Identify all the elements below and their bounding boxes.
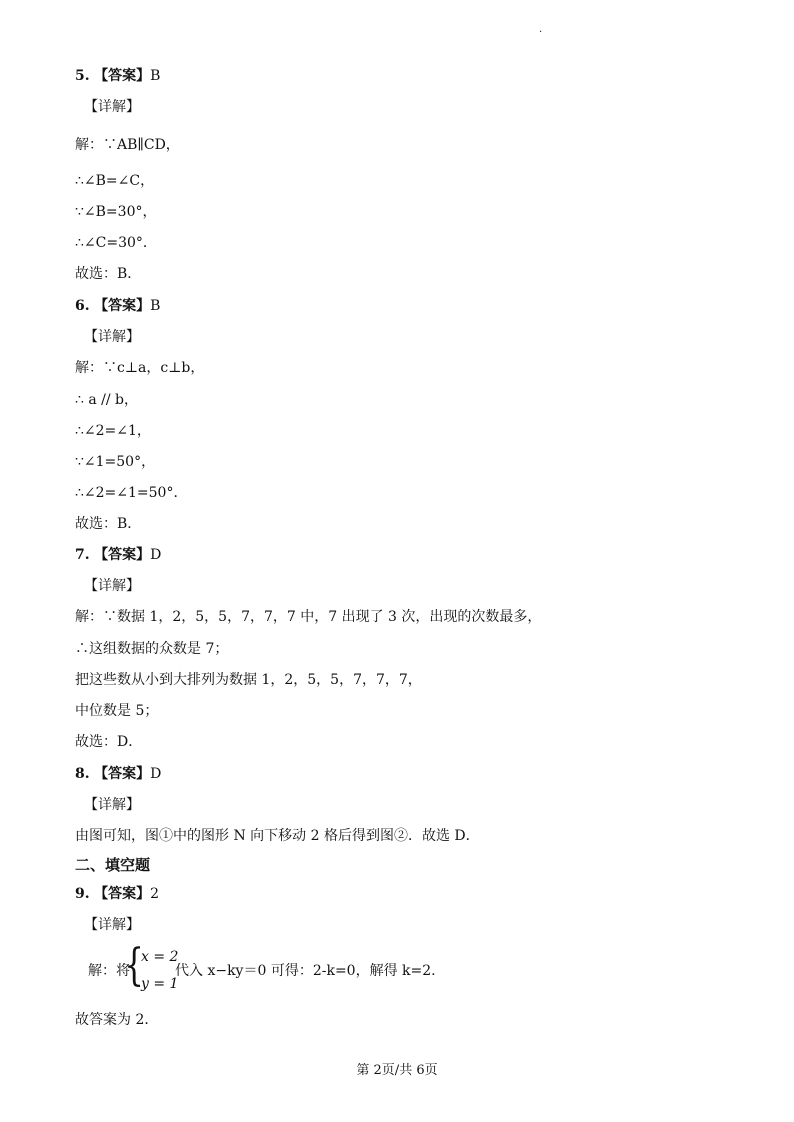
q8-number: 8.	[75, 766, 90, 782]
q7-line-1: 解：∵数据 1，2，5，5，7，7，7 中，7 出现了 3 次，出现的次数最多，	[75, 609, 542, 625]
q9-answer: 2	[150, 886, 159, 902]
q6-line-1: 解：∵c⊥a，c⊥b，	[75, 360, 205, 376]
q5-answer: B	[150, 68, 161, 84]
q9-heading	[75, 885, 159, 903]
q5-line-3: ∵∠B=30°，	[75, 204, 157, 220]
left-brace: {	[124, 940, 144, 991]
q5-line-2: ∴∠B=∠C，	[75, 173, 155, 189]
q5-line-1: 解：∵AB∥CD，	[75, 137, 180, 153]
q7-answer-tag: 【答案】	[94, 547, 151, 563]
section-title: 二、填空题	[75, 856, 151, 874]
q8-answer-tag: 【答案】	[94, 766, 151, 782]
q6-line-5: ∴∠2=∠1=50°．	[75, 485, 188, 501]
q9-answer-tag: 【答案】	[94, 886, 151, 902]
q7-line-4: 中位数是 5；	[75, 703, 159, 719]
q5-line-4: ∴∠C=30°．	[75, 235, 157, 251]
q9-number: 9.	[75, 886, 90, 902]
q6-line-2: ∴ a // b，	[75, 392, 138, 408]
q6-answer: B	[150, 298, 161, 314]
q7-line-3: 把这些数从小到大排列为数据 1，2，5，5，7，7，7，	[75, 672, 422, 688]
q9-solve-suffix: 代入 x−ky＝0 可得：2-k=0，解得 k=2.	[175, 963, 436, 979]
q7-detail-label: 【详解】	[84, 578, 140, 594]
q8-heading	[75, 765, 161, 783]
q6-line-3: ∴∠2=∠1，	[75, 423, 151, 439]
q9-system-line-2: y = 1	[141, 976, 179, 992]
page-footer: 第 2页/共 6页	[356, 1063, 438, 1078]
q8-detail-label: 【详解】	[84, 797, 140, 813]
q9-system-line-1: x = 2	[141, 949, 179, 965]
q5-number: 5.	[75, 68, 90, 84]
q6-line-4: ∵∠1=50°，	[75, 454, 156, 470]
q5-detail-label: 【详解】	[84, 99, 140, 115]
q5-answer-tag: 【答案】	[94, 68, 151, 84]
q6-number: 6.	[75, 298, 90, 314]
q5-line-5: 故选：B．	[75, 266, 142, 282]
q9-conclusion: 故答案为 2．	[75, 1012, 159, 1028]
q5-heading	[75, 67, 160, 85]
q9-detail-label: 【详解】	[84, 917, 140, 933]
q7-number: 7.	[75, 547, 90, 563]
q6-line-6: 故选：B．	[75, 516, 142, 532]
q7-heading	[75, 546, 161, 564]
q7-line-2: ∴这组数据的众数是 7；	[75, 641, 229, 657]
q8-line-1: 由图可知，图①中的图形 N 向下移动 2 格后得到图②．故选 D．	[75, 828, 480, 844]
q6-answer-tag: 【答案】	[94, 298, 151, 314]
q8-answer: D	[150, 766, 162, 782]
q7-line-5: 故选：D．	[75, 734, 143, 750]
q7-answer: D	[150, 547, 162, 563]
corner-mark: .	[539, 24, 543, 35]
q6-heading	[75, 297, 160, 315]
q6-detail-label: 【详解】	[84, 329, 140, 345]
q9-solve-prefix: 解：将	[88, 963, 130, 979]
